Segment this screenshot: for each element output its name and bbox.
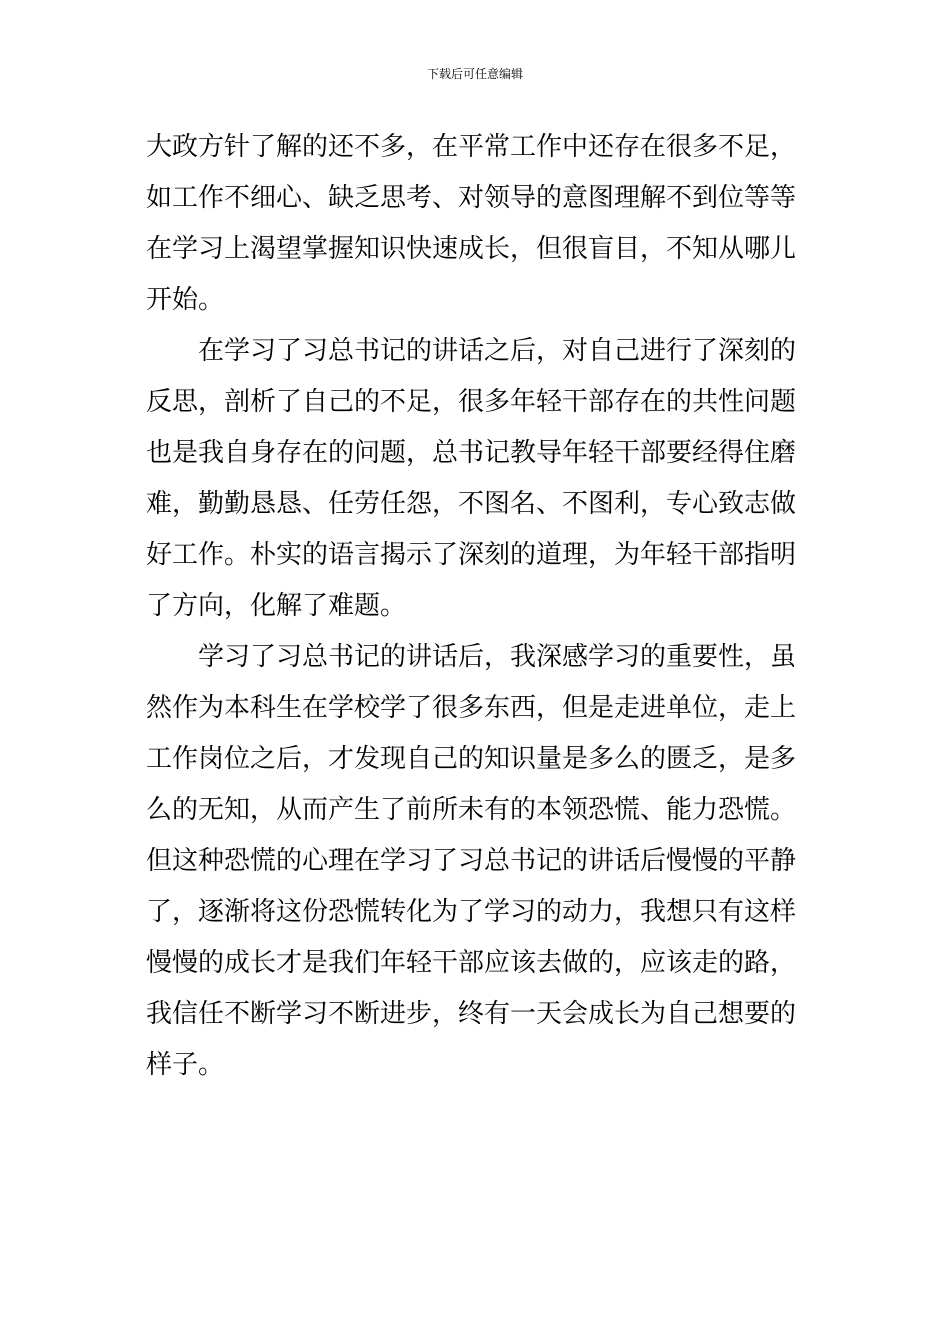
text-line: 在学习了习总书记的讲话之后，对自己进行了深刻的 xyxy=(198,336,797,366)
text-line: 但这种恐慌的心理在学习了习总书记的讲话后慢慢的平静 xyxy=(146,846,797,876)
text-line: 么的无知，从而产生了前所未有的本领恐慌、能力恐慌。 xyxy=(146,795,797,825)
text-line: 了方向，化解了难题。 xyxy=(146,591,407,621)
text-line: 工作岗位之后，才发现自己的知识量是多么的匮乏，是多 xyxy=(146,744,797,774)
page-header: 下载后可任意编辑 xyxy=(426,67,523,81)
text-line: 难，勤勤恳恳、任劳任怨，不图名、不图利，专心致志做 xyxy=(146,489,797,519)
text-line: 大政方针了解的还不多，在平常工作中还存在很多不足， xyxy=(146,132,797,162)
text-line: 学习了习总书记的讲话后，我深感学习的重要性，虽 xyxy=(198,642,797,672)
text-line: 然作为本科生在学校学了很多东西，但是走进单位，走上 xyxy=(146,693,797,723)
text-line: 反思，剖析了自己的不足，很多年轻干部存在的共性问题 xyxy=(146,387,797,417)
text-line: 如工作不细心、缺乏思考、对领导的意图理解不到位等等 xyxy=(146,183,797,213)
text-line: 我信任不断学习不断进步，终有一天会成长为自己想要的 xyxy=(146,999,797,1029)
text-line: 开始。 xyxy=(146,285,225,315)
text-line: 好工作。朴实的语言揭示了深刻的道理，为年轻干部指明 xyxy=(146,540,797,570)
text-line: 了，逐渐将这份恐慌转化为了学习的动力，我想只有这样 xyxy=(146,897,797,927)
text-line: 慢慢的成长才是我们年轻干部应该去做的，应该走的路， xyxy=(146,948,797,978)
document-body xyxy=(146,122,806,1091)
text-line: 也是我自身存在的问题，总书记教导年轻干部要经得住磨 xyxy=(146,438,797,468)
text-line: 样子。 xyxy=(146,1050,225,1080)
text-line: 在学习上渴望掌握知识快速成长，但很盲目，不知从哪儿 xyxy=(146,234,797,264)
